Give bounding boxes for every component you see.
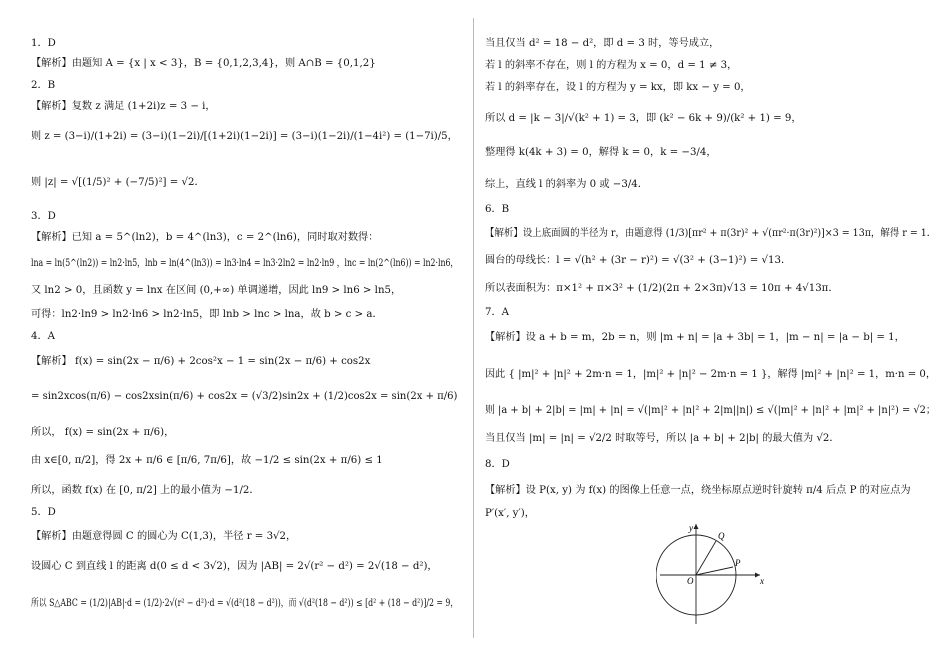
q3-logs: lna = ln(5^(ln2)) = ln2·ln5，lnb = ln(4^(ln3)) = ln3·ln4 = ln3·2ln2 = ln2·ln9 ，lnc = ln(2^(ln6)) = ln2·ln6， bbox=[31, 258, 459, 269]
q2-result: 则 |z| = √[(1/5)² + (−7/5)²] = √2． bbox=[31, 177, 205, 188]
q7-result: 当且仅当 |m| = |n| = √2/2 时取等号，所以 |a + b| + 2|b| 的最大值为 √2． bbox=[485, 433, 840, 444]
q2-step: 则 z = (3−i)/(1+2i) = (3−i)(1−2i)/[(1+2i)(1−2i)] = (3−i)(1−2i)/(1−4i²) = (1−7i)/5， bbox=[31, 131, 458, 142]
q2-number: 2．B bbox=[31, 80, 56, 91]
q1-solution: 【解析】由题知 A = {x | x < 3}，B = {0,1,2,3,4}，则 A∩B = {0,1,2} bbox=[31, 58, 376, 69]
label-origin: O bbox=[687, 576, 694, 586]
q4-range: 由 x∈[0, π/2]，得 2x + π/6 ∈ [π/6, 7π/6]，故 −1/2 ≤ sin(2x + π/6) ≤ 1 bbox=[31, 455, 383, 466]
label-p: P bbox=[735, 558, 741, 568]
q5-sloped-line: 若 l 的斜率存在，设 l 的方程为 y = kx，即 kx − y = 0， bbox=[485, 82, 751, 93]
q7-system: 因此 { |m|² + |n|² + 2m·n = 1，|m|² + |n|² − 2m·n = 1 }，解得 |m|² + |n|² = 1，m·n = 0， bbox=[485, 369, 936, 380]
q5-equality: 当且仅当 d² = 18 − d²，即 d = 3 时，等号成立， bbox=[485, 38, 720, 49]
q4-solution: 【解析】 f(x) = sin(2x − π/6) + 2cos²x − 1 = sin(2x − π/6) + cos2x bbox=[31, 356, 371, 367]
right-column bbox=[476, 0, 950, 672]
q5-number: 5．D bbox=[31, 507, 56, 518]
q5-vertical-line: 若 l 的斜率不存在，则 l 的方程为 x = 0，d = 1 ≠ 3， bbox=[485, 60, 738, 71]
q6-surface-area: 所以表面积为：π×1² + π×3² + (1/2)(2π + 2×3π)√13 = 10π + 4√13π． bbox=[485, 283, 839, 294]
q6-solution: 【解析】设上底面圆的半径为 r，由题意得 (1/3)[πr² + π(3r)² + √(πr²·π(3r)²)]×3 = 13π，解得 r = 1． bbox=[485, 228, 937, 239]
q5-distance-eq: 所以 d = |k − 3|/√(k² + 1) = 3，即 (k² − 6k + 9)/(k² + 1) = 9， bbox=[485, 113, 802, 124]
q6-number: 6．B bbox=[485, 204, 510, 215]
q5-conclusion: 综上，直线 l 的斜率为 0 或 −3/4． bbox=[485, 179, 648, 190]
q2-solution: 【解析】复数 z 满足 (1+2i)z = 3 − i， bbox=[31, 101, 216, 112]
q5-solution: 【解析】由题意得圆 C 的圆心为 C(1,3)，半径 r = 3√2， bbox=[31, 531, 297, 542]
q3-solution: 【解析】已知 a = 5^(ln2)，b = 4^(ln3)，c = 2^(ln6)，同时取对数得： bbox=[31, 232, 379, 243]
segment-op bbox=[696, 567, 733, 575]
label-x: x bbox=[760, 576, 764, 586]
q8-solution: 【解析】设 P(x, y) 为 f(x) 的图像上任意一点，绕坐标原点逆时针旋转 π/4 后点 P 的对应点为 bbox=[485, 485, 911, 496]
q4-step: = sin2xcos(π/6) − cos2xsin(π/6) + cos2x = (√3/2)sin2x + (1/2)cos2x = sin(2x + π/6) bbox=[31, 391, 458, 402]
q1-number: 1．D bbox=[31, 38, 56, 49]
q5-distance: 设圆心 C 到直线 l 的距离 d(0 ≤ d < 3√2)，因为 |AB| = 2√(r² − d²) = 2√(18 − d²)， bbox=[31, 561, 438, 572]
rotation-diagram bbox=[656, 520, 766, 630]
q8-number: 8．D bbox=[485, 459, 510, 470]
q3-number: 3．D bbox=[31, 211, 56, 222]
q4-number: 4．A bbox=[31, 331, 56, 342]
label-q: Q bbox=[718, 531, 725, 541]
q4-result: 所以，函数 f(x) 在 [0, π/2] 上的最小值为 −1/2． bbox=[31, 485, 260, 496]
q4-function: 所以， f(x) = sin(2x + π/6)， bbox=[31, 427, 175, 438]
q8-point: P′(x′, y′)， bbox=[485, 508, 535, 519]
segment-oq bbox=[696, 541, 716, 575]
left-column bbox=[0, 0, 472, 672]
q5-solve: 整理得 k(4k + 3) = 0，解得 k = 0，k = −3/4， bbox=[485, 147, 717, 158]
label-y: y bbox=[689, 523, 693, 533]
q5-area: 所以 S△ABC = (1/2)|AB|·d = (1/2)·2√(r² − d²)·d = √(d²(18 − d²))，而 √(d²(18 − d²)) ≤ [d² + (18 − d²)]/2 = 9， bbox=[31, 598, 459, 609]
q3-monotone: 又 ln2 > 0，且函数 y = lnx 在区间 (0,+∞) 单调递增，因此 ln9 > ln6 > ln5， bbox=[31, 285, 402, 296]
q7-inequality: 则 |a + b| + 2|b| = |m| + |n| = √(|m|² + |n|² + 2|m||n|) ≤ √(|m|² + |n|² + |m|² + |n|²) = √2； bbox=[485, 405, 936, 416]
y-axis-arrow-icon bbox=[694, 524, 699, 529]
q3-result: 可得：ln2·ln9 > ln2·ln6 > ln2·ln5，即 lnb > lnc > lna，故 b > c > a． bbox=[31, 309, 383, 320]
column-divider bbox=[473, 18, 474, 638]
q7-number: 7．A bbox=[485, 307, 510, 318]
q6-slant-height: 圆台的母线长：l = √(h² + (3r − r)²) = √(3² + (3−1)²) = √13． bbox=[485, 255, 792, 266]
q7-solution: 【解析】设 a + b = m，2b = n，则 |m + n| = |a + 3b| = 1，|m − n| = |a − b| = 1， bbox=[485, 332, 905, 343]
